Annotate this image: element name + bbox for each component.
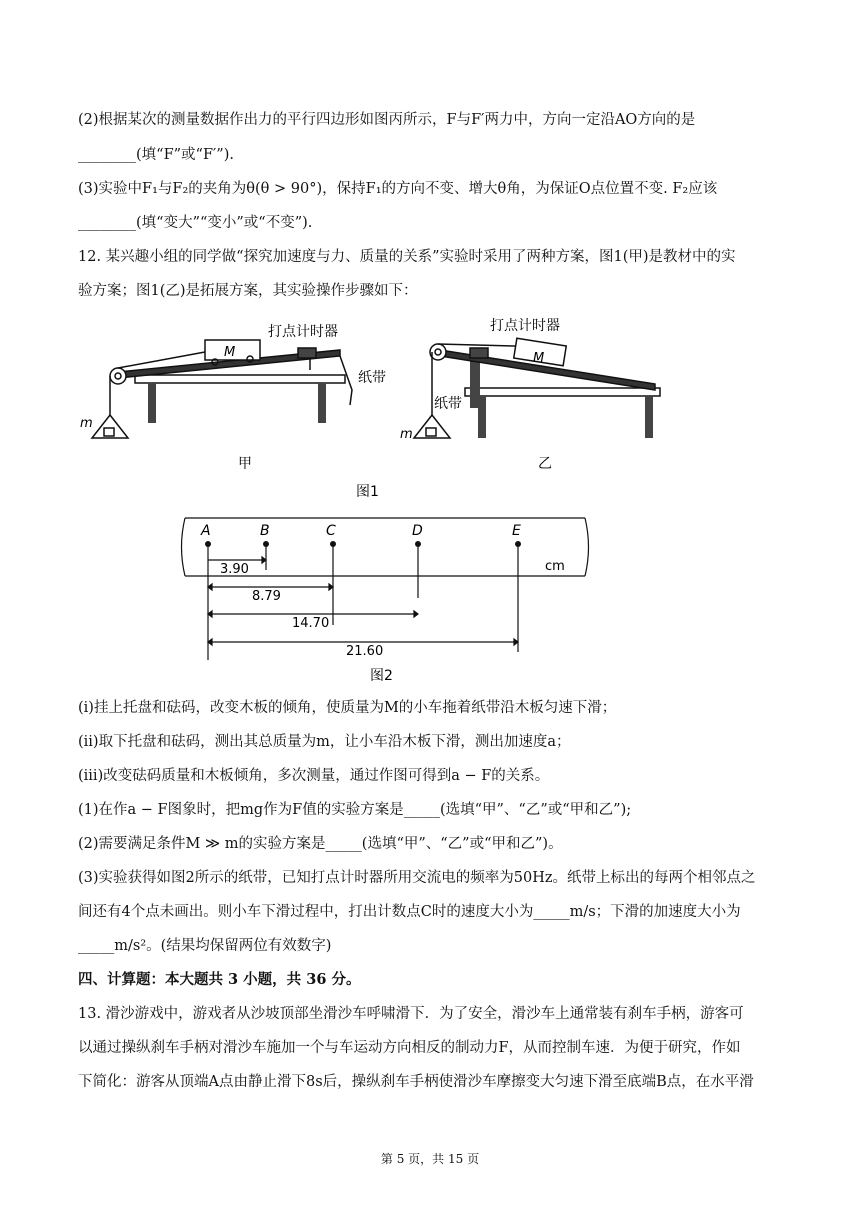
q11-part3-line2: ________(填“变大”“变小”或“不变”).	[78, 215, 313, 231]
q11-part2-line2: ________(填“F”或“F′”).	[78, 147, 234, 163]
figure-1-left-setup	[92, 340, 352, 438]
q13-line3: 下简化：游客从顶端A点由静止滑下8s后，操纵刹车手柄使滑沙车摩擦变大匀速下滑至底端B点，在水平滑	[78, 1074, 754, 1090]
q11-part3-line1: (3)实验中F₁与F₂的夹角为θ(θ > 90°)，保持F₁的方向不变、增大θ角，为保证O点位置不变. F₂应该	[78, 181, 718, 197]
q13-line1: 13. 滑沙游戏中，游戏者从沙坡顶部坐滑沙车呼啸滑下．为了安全，滑沙车上通常装有刹车手柄，游客可	[78, 1006, 744, 1022]
section-4-heading: 四、计算题：本大题共 3 小题，共 36 分。	[78, 971, 361, 988]
q12-step-i: (i)挂上托盘和砝码，改变木板的倾角，使质量为M的小车拖着纸带沿木板匀速下滑；	[78, 700, 617, 716]
q12-part3-line1: (3)实验获得如图2所示的纸带，已知打点计时器所用交流电的频率为50Hz。纸带上标出的每两个相邻点之	[78, 870, 756, 886]
q12-part3-line3: _____m/s²。(结果均保留两位有效数字)	[78, 938, 332, 954]
q11-part2-line1: (2)根据某次的测量数据作出力的平行四边形如图丙所示，F与F′两力中，方向一定沿AO方向的是	[78, 112, 696, 128]
figure-1	[0, 310, 860, 510]
point-c-label: C	[326, 523, 336, 539]
point-d-label: D	[412, 523, 423, 539]
figure-1-left-cart-label: M	[224, 345, 236, 360]
figure-1-left-caption: 甲	[238, 456, 252, 472]
tape-dot-b	[263, 541, 269, 547]
figure-1-caption: 图1	[356, 484, 379, 500]
distance-ae: 21.60	[346, 644, 384, 659]
q12-step-ii: (ii)取下托盘和砝码，测出其总质量为m，让小车沿木板下滑，测出加速度a；	[78, 734, 571, 750]
distance-ad: 14.70	[292, 616, 330, 631]
figure-1-left-tape-label: 纸带	[358, 370, 386, 386]
figure-1-left-mass-label: m	[80, 416, 93, 431]
distance-ab: 3.90	[220, 562, 249, 577]
q12-part1: (1)在作a − F图象时，把mg作为F值的实验方案是_____(选填“甲”、“乙”或“甲和乙”);	[78, 802, 632, 818]
figure-2-caption: 图2	[370, 668, 393, 684]
distance-ac: 8.79	[252, 589, 281, 604]
q13-line2: 以通过操纵刹车手柄对滑沙车施加一个与车运动方向相反的制动力F，从而控制车速．为便于研究，作如	[78, 1040, 741, 1056]
q12-intro-line2: 验方案；图1(乙)是拓展方案，其实验操作步骤如下：	[78, 283, 418, 299]
tape-dot-a	[205, 541, 211, 547]
figure-2	[0, 510, 860, 685]
figure-1-right-tape-label: 纸带	[434, 396, 462, 412]
q12-part2: (2)需要满足条件M ≫ m的实验方案是_____(选填“甲”、“乙”或“甲和乙”)。	[78, 836, 563, 852]
q12-part3-line2: 间还有4个点未画出。则小车下滑过程中，打出计数点C时的速度大小为_____m/s；下滑的加速度大小为	[78, 904, 741, 920]
point-e-label: E	[512, 523, 521, 539]
q12-step-iii: (iii)改变砝码质量和木板倾角，多次测量，通过作图可得到a − F的关系。	[78, 768, 550, 784]
tape-dot-e	[515, 541, 521, 547]
page-footer: 第 5 页，共 15 页	[380, 1152, 480, 1166]
tape-dot-c	[330, 541, 336, 547]
figure-1-left-timer-label: 打点计时器	[268, 324, 338, 340]
figure-1-right-mass-label: m	[400, 427, 413, 442]
point-a-label: A	[201, 523, 211, 539]
figure-1-right-timer-label: 打点计时器	[490, 318, 560, 334]
figure-1-right-cart-label: M	[533, 351, 545, 366]
q12-intro-line1: 12. 某兴趣小组的同学做“探究加速度与力、质量的关系”实验时采用了两种方案，图1(甲)是教材中的实	[78, 249, 736, 265]
unit-label: cm	[545, 559, 565, 574]
tape-dot-d	[415, 541, 421, 547]
figure-1-right-caption: 乙	[538, 456, 552, 472]
point-b-label: B	[260, 523, 270, 539]
